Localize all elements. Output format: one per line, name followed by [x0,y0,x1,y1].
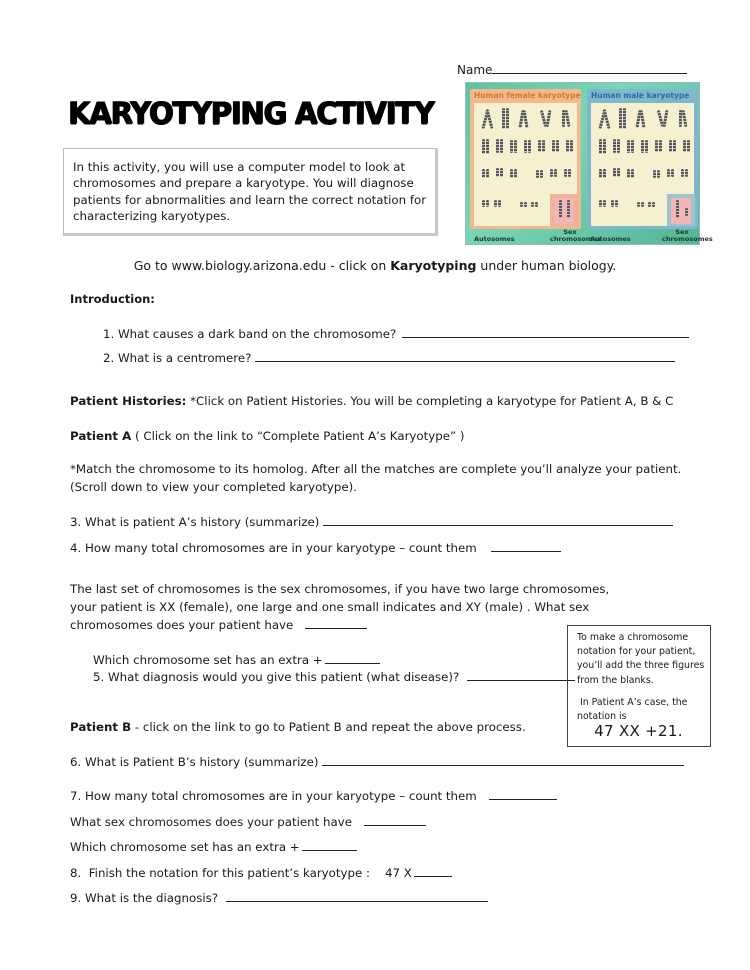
sex-chromosome-text-2: your patient is XX (female), one large and one small indicates and XY (male) . What sex [70,600,590,614]
patient-a-text: ( Click on the link to “Complete Patient A’s Karyotype” ) [131,429,465,443]
female-karyotype-panel [470,89,581,229]
name-label: Name [457,63,493,77]
answer-blank-1[interactable] [402,326,689,338]
question-3-text: 3. What is patient A’s history (summarize) [70,515,320,529]
sex-chromosome-text-b: What sex chromosomes does your patient have [70,815,352,829]
karyotyping-keyword: Karyotyping [390,258,477,273]
question-5-text: 5. What diagnosis would you give this patient (what disease)? [93,670,460,684]
question-6 [70,754,684,769]
answer-blank-sex-a[interactable] [305,617,367,629]
introduction-heading: Introduction: [70,292,155,306]
answer-blank-7[interactable] [489,788,557,800]
male-karyotype-panel [587,89,698,229]
patient-b-text: - click on the link to go to Patient B and repeat the above process. [131,720,526,734]
patient-histories-label: Patient Histories: [70,394,187,408]
extra-chromosome-text-b: Which chromosome set has an extra + [70,840,300,854]
sex-chromosome-text-3: chromosomes does your patient have [70,618,294,632]
scroll-instruction: (Scroll down to view your completed karyotype). [70,480,358,494]
question-9-text: 9. What is the diagnosis? [70,891,219,905]
answer-blank-6[interactable] [322,754,684,766]
question-9 [70,890,488,905]
sex-chromosome-text-1: The last set of chromosomes is the sex chromosomes, if you have two large chromosomes, [70,582,610,596]
answer-blank-8[interactable] [414,865,452,877]
answer-blank-4[interactable] [491,540,561,552]
question-5 [93,669,575,684]
patient-a-heading [70,429,464,443]
patient-histories-text: *Click on Patient Histories. You will be completing a karyotype for Patient A, B & C [186,394,674,408]
female-sex-chromosomes [550,194,578,226]
answer-blank-3[interactable] [323,514,673,526]
extra-chromosome-question-a [93,652,380,667]
goto-suffix: under human biology. [476,258,617,273]
intro-box [63,148,438,236]
question-7 [70,788,557,803]
male-karyotype-title: Human male karyotype [591,91,690,100]
question-4 [70,540,561,555]
sex-chromosome-question-a [70,617,367,632]
name-blank[interactable] [492,62,687,74]
website-instruction [0,258,750,273]
female-karyotype-title: Human female karyotype [474,91,581,100]
female-autosomes-label: Autosomes [474,234,515,243]
question-7-text: 7. How many total chromosomes are in your karyotype – count them [70,789,477,803]
name-field[interactable] [457,62,687,77]
question-1-text: 1. What causes a dark band on the chromosome? [103,327,397,341]
patient-histories [70,394,673,408]
notation-case-text: In Patient A’s case, the notation is [577,696,691,723]
question-8-text: 8. Finish the notation for this patient’s karyotype : 47 X [70,866,412,880]
intro-text: In this activity, you will use a computer model to look at chromosomes and prepare a karyotype. You will diagnose patients for abnormalities and learn the correct notation for characterizing karyotypes. [73,160,427,224]
extra-chromosome-text-a: Which chromosome set has an extra + [93,653,323,667]
question-3 [70,514,673,529]
male-autosomes-label: Autosomes [590,234,631,243]
answer-blank-5[interactable] [467,669,575,681]
question-1 [103,326,689,341]
page-title: KARYOTYPING ACTIVITY [68,95,434,131]
karyotype-image [465,82,713,245]
question-2 [103,350,675,365]
notation-example: 47 XX +21. [594,722,683,741]
answer-blank-extra-b[interactable] [302,839,357,851]
patient-b-heading [70,720,526,734]
patient-b-label: Patient B [70,720,132,734]
male-sex-chromosomes [667,194,695,226]
extra-chromosome-question-b [70,839,357,854]
female-sex-label: Sex chromosomes [550,228,601,243]
patient-a-label: Patient A [70,429,132,443]
notation-note-box [567,625,711,747]
question-4-text: 4. How many total chromosomes are in your karyotype – count them [70,541,477,555]
match-instruction: *Match the chromosome to its homolog. After all the matches are complete you’ll analyze your patient. [70,462,682,476]
answer-blank-2[interactable] [255,350,675,362]
answer-blank-extra-a[interactable] [325,652,380,664]
question-8 [70,865,452,880]
answer-blank-9[interactable] [226,890,488,902]
male-sex-label: Sex chromosomes [662,228,713,243]
notation-note-text: To make a chromosome notation for your patient, you’ll add the three figures from the blanks. [577,632,705,686]
question-6-text: 6. What is Patient B’s history (summarize) [70,755,319,769]
sex-chromosome-question-b [70,814,426,829]
goto-prefix: Go to www.biology.arizona.edu - click on [133,258,391,273]
answer-blank-sex-b[interactable] [364,814,426,826]
question-2-text: 2. What is a centromere? [103,351,252,365]
